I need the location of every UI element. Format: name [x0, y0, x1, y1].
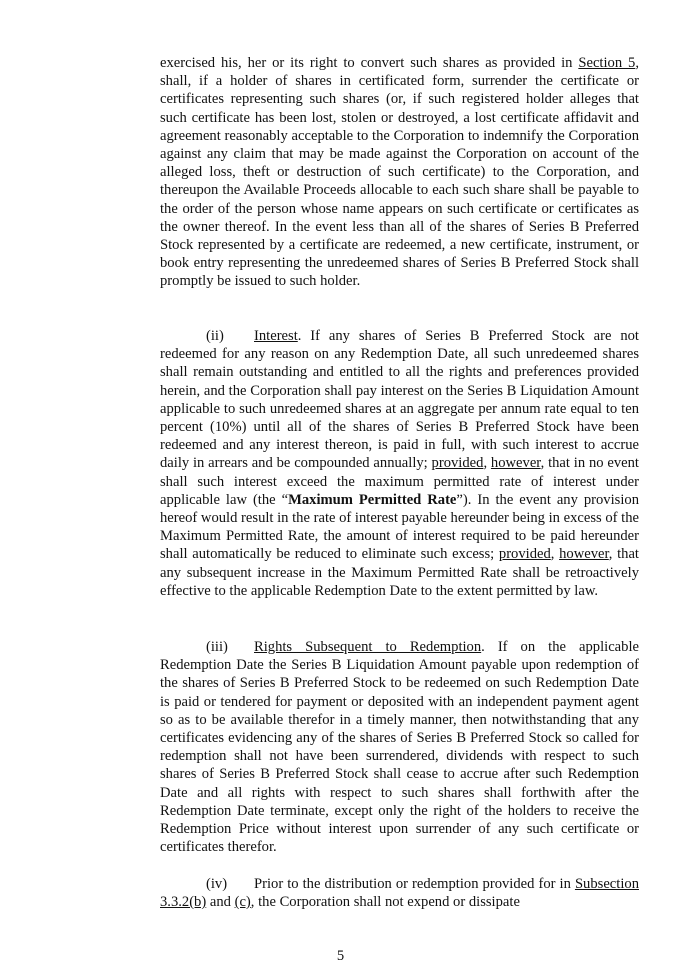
section-5-reference: Section 5 [578, 55, 636, 71]
text: , [483, 455, 491, 472]
provided-term: provided [431, 455, 484, 472]
text: and [206, 894, 235, 911]
paragraph-number: (iii) [206, 639, 228, 655]
text: , that any subsequent increase in the Maximum Permitted Rate shall be retroactively effective to the applicable Redemption Date to the extent permitted by law. [160, 546, 639, 599]
paragraph-rights-subsequent-to-redemption [160, 638, 639, 856]
text: , that in no event shall such interest exceed the maximum permitted rate of interest under applicable law (the “ [160, 455, 639, 508]
subsection-reference: Subsection 3.3.2(b) [160, 876, 639, 911]
provided-term: provided [498, 546, 551, 563]
paragraph-number: (ii) [206, 328, 224, 344]
however-term: however [559, 546, 609, 563]
text: exercised his, her or its right to convert such shares as provided in [160, 55, 579, 71]
subsection-reference: (c) [234, 894, 251, 911]
text: . If any shares of Series B Preferred Stock are not redeemed for any reason on any Redemption Date, all such unredeemed shares shall remain outstanding and entitled to all the rights and preferences provided herein, and the Corporation shall pay interest on the Series B Liquidation Amount applicable to such unredeemed shares at an aggregate per annum rate equal to ten percent (10%) until all of the shares of Series B Preferred Stock have been redeemed and any interest thereon, is paid in full, with such interest to accrue daily in arrears and be compounded annually; [160, 328, 639, 472]
page-number: 5 [336, 948, 345, 964]
text: , shall, if a holder of shares in certificated form, surrender the certificate or certificates representing such shares (or, if such registered holder alleges that such certificate has been lost, stolen or destroyed, a lost certificate affidavit and agreement reasonably acceptable to the Corporation to indemnify the Corporation against any claim that may be made against the Corporation on account of the alleged loss, theft or destruction of such certificate) to the Corporation, and thereupon the Available Proceeds allocable to each such share shall be payable to the order of the person whose name appears on such certificate or certificates as the owner thereof. In the event less than all of the shares of Series B Preferred Stock represented by a certificate are redeemed, a new certificate, instrument, or book entry representing the unredeemed shares of Series B Preferred Stock shall promptly be issued to such holder. [160, 55, 639, 290]
defined-term-maximum-permitted-rate: Maximum Permitted Rate [288, 491, 457, 508]
paragraph-number: (iv) [206, 876, 228, 892]
text: ”). In the event any provision hereof would result in the rate of interest payable hereunder being in excess of the Maximum Permitted Rate, the amount of interest required to be paid hereunder shall automatically be reduced to eliminate such excess; [160, 491, 639, 563]
paragraph-heading-rights: Rights Subsequent to Redemption [254, 639, 482, 655]
text: Prior to the distribution or redemption provided for in [254, 876, 575, 892]
text: , [550, 546, 560, 563]
text: , the Corporation shall not expend or dissipate [250, 894, 520, 911]
text: . If on the applicable Redemption Date the Series B Liquidation Amount payable upon redemption of the shares of Series B Preferred Stock to be redeemed on such Redemption Date is paid or tendered for payment or deposited with an independent payment agent so as to be available therefor in a timely manner, then notwithstanding that any certificates evidencing any of the shares of Series B Preferred Stock so called for redemption shall not have been surrendered, dividends with respect to such shares of Series B Preferred Stock shall cease to accrue after such Redemption Date and all rights with respect to such shares shall forthwith after the Redemption Date terminate, except only the right of the holders to receive the Redemption Price without interest upon surrender of any such certificate or certificates therefor. [160, 639, 639, 856]
paragraph-interest [160, 327, 639, 600]
paragraph-heading-interest: Interest [254, 328, 298, 344]
paragraph-redemption-surrender [160, 54, 639, 291]
paragraph-prior-to-distribution [160, 875, 639, 911]
however-term: however [490, 455, 541, 472]
